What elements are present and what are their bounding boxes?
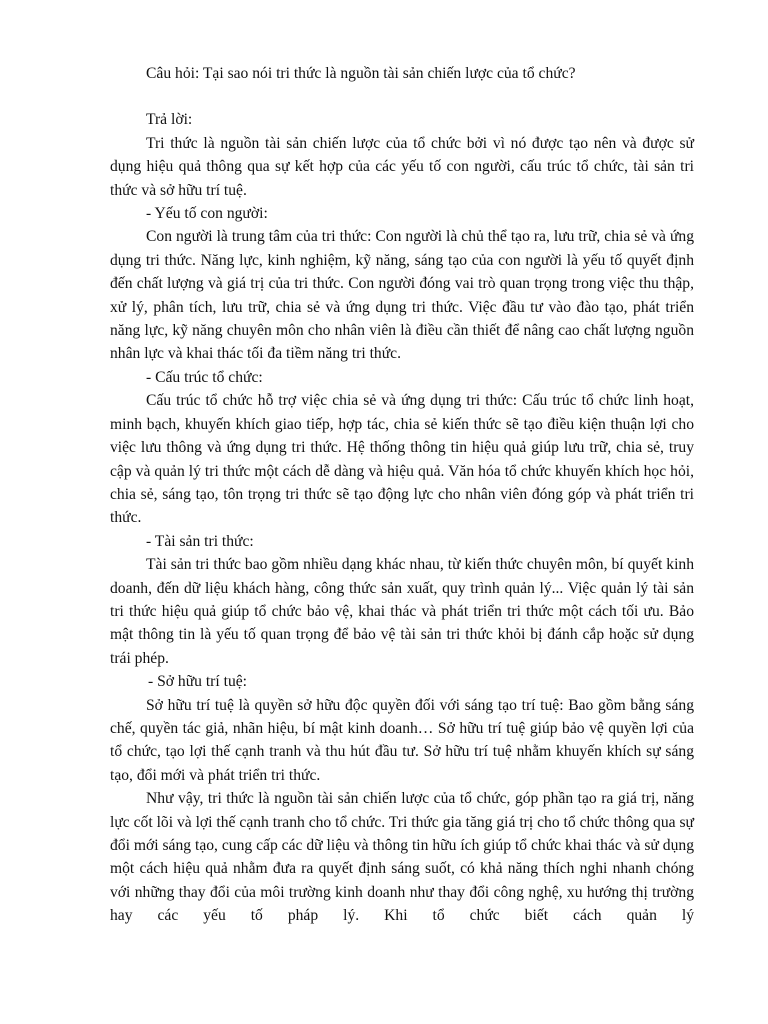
section-body-intellectual-property: Sở hữu trí tuệ là quyền sở hữu độc quyền đối với sáng tạo trí tuệ: Bao gồm bằng sáng chế, quyền tác giả, nhãn hiệu, bí mật kinh doanh… Sở hữu trí tuệ giúp bảo vệ quyền lợi của tổ chức, tạo lợi thế cạnh tranh và thu hút đầu tư. Sở hữu trí tuệ nhằm khuyến khích sự sáng tạo, đổi mới và phát triển tri thức.	[110, 696, 694, 784]
section-body-knowledge-assets: Tài sản tri thức bao gồm nhiều dạng khác nhau, từ kiến thức chuyên môn, bí quyết kinh doanh, đến dữ liệu khách hàng, công thức sản xuất, quy trình quản lý... Việc quản lý tài sản tri thức hiệu quả giúp tổ chức bảo vệ, khai thác và phát triển tri thức một cách tối ưu. Bảo mật thông tin là yếu tố quan trọng để bảo vệ tài sản tri thức khỏi bị đánh cắp hoặc sử dụng trái phép.	[110, 556, 694, 667]
section-body-human-factor: Con người là trung tâm của tri thức: Con người là chủ thể tạo ra, lưu trữ, chia sẻ và ứng dụng tri thức. Năng lực, kinh nghiệm, kỹ năng, sáng tạo của con người là yếu tố quyết định đến chất lượng và giá trị của tri thức. Con người đóng vai trò quan trọng trong việc thu thập, xử lý, phân tích, lưu trữ, chia sẻ và ứng dụng tri thức. Việc đầu tư vào đào tạo, phát triển năng lực, kỹ năng chuyên môn cho nhân viên là điều cần thiết để nâng cao chất lượng nguồn nhân lực và khai thác tối đa tiềm năng tri thức.	[110, 228, 694, 363]
section-heading-knowledge-assets: - Tài sản tri thức:	[146, 532, 254, 550]
section-heading-human-factor: - Yếu tố con người:	[146, 205, 268, 223]
section-heading-intellectual-property: - Sở hữu trí tuệ:	[148, 673, 247, 691]
question-text: Câu hỏi: Tại sao nói tri thức là nguồn tài sản chiến lược của tổ chức?	[146, 65, 576, 82]
section-body-org-structure: Cấu trúc tổ chức hỗ trợ việc chia sẻ và ứng dụng tri thức: Cấu trúc tổ chức linh hoạt, minh bạch, khuyến khích giao tiếp, hợp tác, chia sẻ kiến thức sẽ tạo điều kiện thuận lợi cho việc lưu thông và ứng dụng tri thức. Hệ thống thông tin hiệu quả giúp lưu trữ, chia sẻ, truy cập và quản lý tri thức một cách dễ dàng và hiệu quả. Văn hóa tổ chức khuyến khích học hỏi, chia sẻ, sáng tạo, tôn trọng tri thức sẽ tạo động lực cho nhân viên đóng góp và phát triển tri thức.	[110, 392, 694, 527]
answer-label: Trả lời:	[146, 111, 193, 129]
conclusion-paragraph: Như vậy, tri thức là nguồn tài sản chiến lược của tổ chức, góp phần tạo ra giá trị, năng lực cốt lõi và lợi thế cạnh tranh cho tổ chức. Tri thức gia tăng giá trị cho tổ chức thông qua sự đổi mới sáng tạo, cung cấp các dữ liệu và thông tin hữu ích giúp tổ chức khai thác và sử dụng một cách hiệu quả nhằm đưa ra quyết định sáng suốt, có khả năng thích nghi nhanh chóng với những thay đổi của môi trường kinh doanh như thay đổi công nghệ, xu hướng thị trường hay các yếu tố pháp lý. Khi tổ chức biết cách quản lý	[110, 790, 694, 925]
document-page	[110, 62, 694, 928]
intro-paragraph: Tri thức là nguồn tài sản chiến lược của tổ chức bởi vì nó được tạo nên và được sử dụng hiệu quả thông qua sự kết hợp của các yếu tố con người, cấu trúc tổ chức, tài sản tri thức và sở hữu trí tuệ.	[110, 134, 694, 199]
section-heading-org-structure: - Cấu trúc tổ chức:	[146, 368, 263, 386]
